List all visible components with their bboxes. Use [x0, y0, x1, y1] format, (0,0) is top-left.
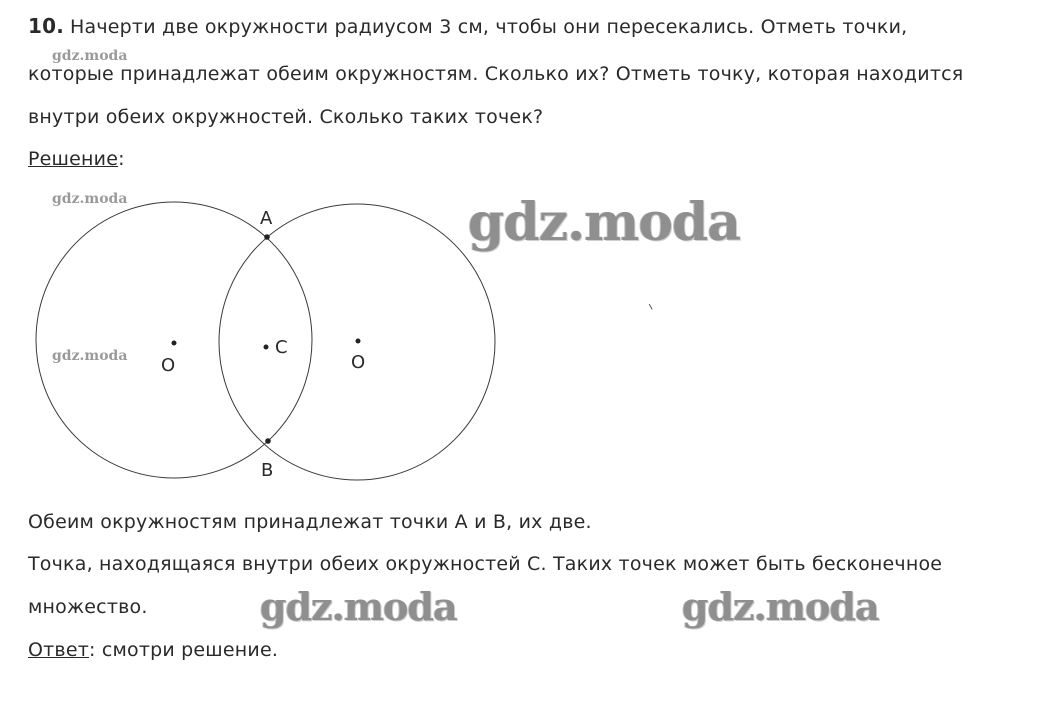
left-circle — [36, 202, 312, 478]
circles-figure — [0, 190, 520, 490]
label-a: A — [260, 208, 273, 229]
task-number: 10. — [28, 14, 65, 38]
task-line-3: внутри обеих окружностей. Сколько таких точек? — [28, 106, 544, 128]
stray-mark — [649, 302, 655, 309]
task-line-2: которые принадлежат обеим окружностям. Сколько их? Отметь точку, которая находится — [28, 63, 964, 85]
watermark-big-3: gdz.moda — [682, 584, 879, 629]
center-left-dot — [172, 341, 177, 346]
answer-line-2: Точка, находящаяся внутри обеих окружностей С. Таких точек может быть бесконечное — [28, 553, 943, 575]
label-c: C — [275, 337, 288, 358]
point-a-dot — [264, 234, 270, 240]
solution-heading: Решение: — [28, 148, 125, 170]
label-o-right: O — [351, 352, 366, 373]
task-line-1 — [28, 14, 907, 38]
answer-text: смотри решение. — [95, 639, 279, 661]
label-o-left: O — [161, 355, 176, 376]
solution-label: Решение — [28, 148, 119, 170]
point-b-dot — [265, 438, 271, 444]
answer-label: Ответ — [28, 639, 89, 661]
point-c-dot — [264, 345, 269, 350]
answer-line-3: множество. — [28, 596, 148, 618]
task-text-1: Начерти две окружности радиусом 3 см, чтобы они пересекались. Отметь точки, — [70, 16, 908, 38]
watermark-big-2: gdz.moda — [260, 584, 457, 629]
watermark-small-3: gdz.moda — [52, 348, 128, 364]
watermark-small-1: gdz.moda — [52, 48, 128, 64]
answer-line-1: Обеим окружностям принадлежат точки А и В, их две. — [28, 511, 592, 533]
watermark-small-2: gdz.moda — [52, 191, 128, 207]
label-b: B — [261, 460, 274, 481]
answer-heading: Ответ: смотри решение. — [28, 639, 279, 661]
watermark-big-1: gdz.moda — [468, 192, 741, 253]
center-right-dot — [356, 339, 361, 344]
